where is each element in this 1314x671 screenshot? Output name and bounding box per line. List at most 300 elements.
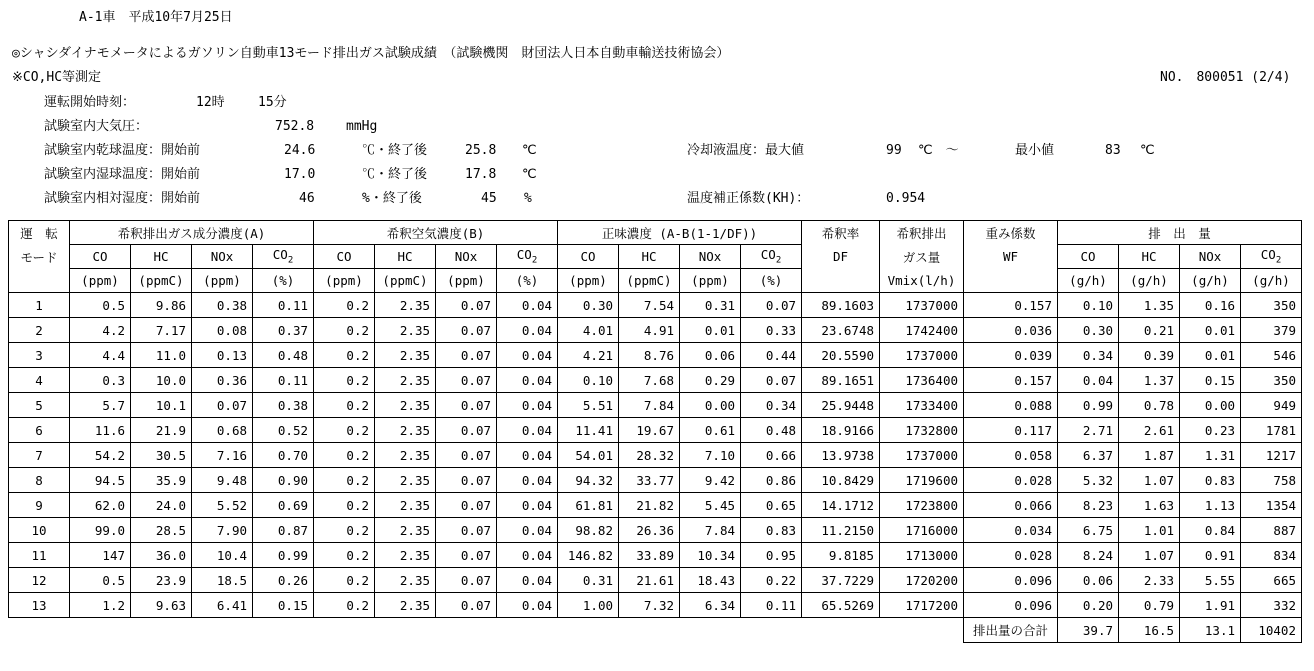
emission-table <box>8 220 1302 643</box>
table-cell: 6.75 <box>1058 518 1119 543</box>
table-cell: 7.84 <box>680 518 741 543</box>
table-row <box>9 493 1302 518</box>
table-cell: 8.23 <box>1058 493 1119 518</box>
wet-bulb-unit: ℃ <box>522 167 537 182</box>
table-cell: 7.17 <box>131 318 192 343</box>
table-cell: 0.096 <box>964 568 1058 593</box>
table-cell: 0.23 <box>1180 418 1241 443</box>
net-nox-header: NOx <box>680 245 741 269</box>
table-row <box>9 593 1302 618</box>
header-mode-3 <box>9 269 70 293</box>
table-cell: 1.63 <box>1119 493 1180 518</box>
table-cell: 6.41 <box>192 593 253 618</box>
table-cell: 0.10 <box>558 368 619 393</box>
table-cell: 0.04 <box>497 343 558 368</box>
table-cell: 13.9738 <box>802 443 880 468</box>
totals-cell: 10402 <box>1241 618 1302 643</box>
table-cell: 0.028 <box>964 543 1058 568</box>
coolant-max: 99 <box>886 143 902 158</box>
table-cell: 0.07 <box>436 518 497 543</box>
coolant-min-unit: ℃ <box>1140 143 1155 158</box>
table-cell: 0.38 <box>253 393 314 418</box>
table-cell: 35.9 <box>131 468 192 493</box>
table-cell: 0.38 <box>192 293 253 318</box>
table-cell: 9.63 <box>131 593 192 618</box>
table-cell: 0.07 <box>741 293 802 318</box>
table-cell: 2.35 <box>375 593 436 618</box>
table-cell: 5.52 <box>192 493 253 518</box>
air-unit-2: (ppm) <box>436 269 497 293</box>
table-cell: 2.35 <box>375 368 436 393</box>
table-cell: 2 <box>9 318 70 343</box>
dry-bulb-mid: ℃・終了後 <box>362 143 428 158</box>
net-unit-2: (ppm) <box>680 269 741 293</box>
table-cell: 0.20 <box>1058 593 1119 618</box>
emis-co-header: CO <box>1058 245 1119 269</box>
humidity-mid: %・終了後 <box>362 191 422 206</box>
table-cell: 0.034 <box>964 518 1058 543</box>
table-cell: 1354 <box>1241 493 1302 518</box>
table-cell: 0.10 <box>1058 293 1119 318</box>
co2-text: CO <box>1260 247 1276 263</box>
table-cell: 0.01 <box>680 318 741 343</box>
table-cell: 1.91 <box>1180 593 1241 618</box>
table-cell: 0.79 <box>1119 593 1180 618</box>
humidity-label: 試験室内相対湿度：開始前 <box>44 191 201 206</box>
humidity-before: 46 <box>299 191 315 206</box>
diluted-unit-1: (ppmC) <box>131 269 192 293</box>
table-cell: 0.00 <box>1180 393 1241 418</box>
table-cell: 18.9166 <box>802 418 880 443</box>
car-date: A-1車 平成10年7月25日 <box>79 10 233 25</box>
table-cell: 7.68 <box>619 368 680 393</box>
table-cell: 23.6748 <box>802 318 880 343</box>
table-cell: 18.43 <box>680 568 741 593</box>
table-cell: 4.91 <box>619 318 680 343</box>
table-cell: 11.0 <box>131 343 192 368</box>
table-cell: 1732800 <box>880 418 964 443</box>
coolant-min-label: 最小値 <box>1015 143 1055 158</box>
emis-nox-header: NOx <box>1180 245 1241 269</box>
table-cell: 0.16 <box>1180 293 1241 318</box>
table-cell: 0.07 <box>741 368 802 393</box>
header-diluted: 希釈排出ガス成分濃度(A) <box>70 221 314 245</box>
pressure-label: 試験室内大気圧： <box>44 119 149 134</box>
table-cell: 0.07 <box>436 493 497 518</box>
humidity-unit: % <box>524 191 532 206</box>
table-cell: 0.04 <box>497 393 558 418</box>
table-cell: 0.83 <box>741 518 802 543</box>
table-cell: 0.11 <box>253 293 314 318</box>
table-cell: 0.07 <box>436 293 497 318</box>
air-unit-3: (%) <box>497 269 558 293</box>
table-cell: 25.9448 <box>802 393 880 418</box>
coolant-min: 83 <box>1105 143 1121 158</box>
table-cell: 20.5590 <box>802 343 880 368</box>
wet-bulb-label: 試験室内湿球温度：開始前 <box>44 167 201 182</box>
table-cell: 0.028 <box>964 468 1058 493</box>
table-cell: 665 <box>1241 568 1302 593</box>
table-cell: 0.2 <box>314 568 375 593</box>
table-cell: 0.096 <box>964 593 1058 618</box>
table-cell: 0.15 <box>1180 368 1241 393</box>
emis-unit-0: (g/h) <box>1058 269 1119 293</box>
diluted-hc-header: HC <box>131 245 192 269</box>
table-cell: 0.04 <box>497 418 558 443</box>
table-cell: 0.2 <box>314 418 375 443</box>
table-cell: 9.86 <box>131 293 192 318</box>
table-cell: 0.34 <box>1058 343 1119 368</box>
header-net: 正味濃度 (A-B(1-1/DF)) <box>558 221 802 245</box>
table-cell: 2.35 <box>375 568 436 593</box>
table-cell: 1723800 <box>880 493 964 518</box>
table-cell: 2.35 <box>375 343 436 368</box>
totals-cell: 39.7 <box>1058 618 1119 643</box>
table-cell: 89.1651 <box>802 368 880 393</box>
table-cell: 0.04 <box>497 543 558 568</box>
table-cell: 54.2 <box>70 443 131 468</box>
table-cell: 0.07 <box>436 443 497 468</box>
table-cell: 0.06 <box>1058 568 1119 593</box>
totals-label: 排出量の合計 <box>964 618 1058 643</box>
table-cell: 1737000 <box>880 293 964 318</box>
table-cell: 0.117 <box>964 418 1058 443</box>
table-cell: 0.44 <box>741 343 802 368</box>
table-cell: 9.8185 <box>802 543 880 568</box>
table-cell: 0.157 <box>964 368 1058 393</box>
table-cell: 65.5269 <box>802 593 880 618</box>
table-cell: 0.2 <box>314 443 375 468</box>
table-cell: 0.04 <box>497 493 558 518</box>
table-row <box>9 443 1302 468</box>
table-cell: 8.24 <box>1058 543 1119 568</box>
table-cell: 0.37 <box>253 318 314 343</box>
table-cell: 0.04 <box>1058 368 1119 393</box>
co2-subscript: 2 <box>287 255 294 266</box>
table-cell: 1737000 <box>880 443 964 468</box>
table-cell: 5.45 <box>680 493 741 518</box>
table-cell: 1742400 <box>880 318 964 343</box>
table-row <box>9 518 1302 543</box>
measurement-note: ※CO,HC等測定 <box>12 70 102 85</box>
table-cell: 0.04 <box>497 318 558 343</box>
table-cell: 6.34 <box>680 593 741 618</box>
table-cell: 8.76 <box>619 343 680 368</box>
table-cell: 98.82 <box>558 518 619 543</box>
table-cell: 89.1603 <box>802 293 880 318</box>
table-cell: 0.04 <box>497 293 558 318</box>
table-cell: 11.6 <box>70 418 131 443</box>
totals-cell: 16.5 <box>1119 618 1180 643</box>
net-unit-1: (ppmC) <box>619 269 680 293</box>
table-cell: 1.31 <box>1180 443 1241 468</box>
air-unit-1: (ppmC) <box>375 269 436 293</box>
table-cell: 1781 <box>1241 418 1302 443</box>
table-row <box>9 568 1302 593</box>
table-cell: 2.35 <box>375 293 436 318</box>
table-cell: 2.35 <box>375 443 436 468</box>
table-cell: 0.07 <box>436 468 497 493</box>
table-cell: 0.34 <box>741 393 802 418</box>
table-cell: 0.07 <box>436 593 497 618</box>
table-cell: 13 <box>9 593 70 618</box>
net-unit-3: (%) <box>741 269 802 293</box>
table-cell: 0.78 <box>1119 393 1180 418</box>
table-cell: 1.2 <box>70 593 131 618</box>
table-cell: 0.61 <box>680 418 741 443</box>
table-cell: 23.9 <box>131 568 192 593</box>
table-cell: 1.01 <box>1119 518 1180 543</box>
table-cell: 0.29 <box>680 368 741 393</box>
co2-subscript: 2 <box>775 255 782 266</box>
table-cell: 0.15 <box>253 593 314 618</box>
table-cell: 0.11 <box>741 593 802 618</box>
table-cell: 332 <box>1241 593 1302 618</box>
table-cell: 1 <box>9 293 70 318</box>
table-cell: 14.1712 <box>802 493 880 518</box>
table-cell: 0.04 <box>497 443 558 468</box>
table-cell: 0.2 <box>314 493 375 518</box>
table-cell: 2.35 <box>375 393 436 418</box>
table-cell: 1.87 <box>1119 443 1180 468</box>
table-cell: 3 <box>9 343 70 368</box>
table-cell: 0.84 <box>1180 518 1241 543</box>
table-cell: 146.82 <box>558 543 619 568</box>
diluted-unit-3: (%) <box>253 269 314 293</box>
table-cell: 0.91 <box>1180 543 1241 568</box>
table-cell: 94.5 <box>70 468 131 493</box>
table-cell: 10.4 <box>192 543 253 568</box>
table-cell: 0.07 <box>436 393 497 418</box>
table-cell: 4.2 <box>70 318 131 343</box>
air-unit-0: (ppm) <box>314 269 375 293</box>
table-cell: 0.088 <box>964 393 1058 418</box>
table-cell: 11 <box>9 543 70 568</box>
table-cell: 7.16 <box>192 443 253 468</box>
table-cell: 5.51 <box>558 393 619 418</box>
table-cell: 0.30 <box>558 293 619 318</box>
dry-bulb-before: 24.6 <box>284 143 316 158</box>
table-cell: 0.5 <box>70 568 131 593</box>
table-cell: 33.77 <box>619 468 680 493</box>
table-cell: 0.2 <box>314 393 375 418</box>
table-cell: 0.058 <box>964 443 1058 468</box>
table-cell: 21.82 <box>619 493 680 518</box>
table-cell: 4.21 <box>558 343 619 368</box>
table-cell: 10.8429 <box>802 468 880 493</box>
table-cell: 0.13 <box>192 343 253 368</box>
table-cell: 0.3 <box>70 368 131 393</box>
table-cell: 0.04 <box>497 368 558 393</box>
table-cell: 2.35 <box>375 468 436 493</box>
table-cell: 7.90 <box>192 518 253 543</box>
table-cell: 28.5 <box>131 518 192 543</box>
table-cell: 0.07 <box>436 343 497 368</box>
table-cell: 0.11 <box>253 368 314 393</box>
table-row <box>9 318 1302 343</box>
table-cell: 546 <box>1241 343 1302 368</box>
table-cell: 10.0 <box>131 368 192 393</box>
table-cell: 37.7229 <box>802 568 880 593</box>
header-wf-1: 重み係数 <box>964 221 1058 245</box>
table-cell: 1.00 <box>558 593 619 618</box>
table-row <box>9 468 1302 493</box>
table-cell: 2.35 <box>375 518 436 543</box>
totals-row <box>9 618 1302 643</box>
table-cell: 18.5 <box>192 568 253 593</box>
table-cell: 0.036 <box>964 318 1058 343</box>
table-cell: 0.157 <box>964 293 1058 318</box>
table-cell: 0.31 <box>680 293 741 318</box>
table-cell: 1.07 <box>1119 468 1180 493</box>
table-cell: 0.86 <box>741 468 802 493</box>
table-cell: 5.55 <box>1180 568 1241 593</box>
table-cell: 758 <box>1241 468 1302 493</box>
start-label: 運転開始時刻： <box>44 95 136 110</box>
table-cell: 1717200 <box>880 593 964 618</box>
table-cell: 99.0 <box>70 518 131 543</box>
table-cell: 0.36 <box>192 368 253 393</box>
table-cell: 0.2 <box>314 543 375 568</box>
table-cell: 7.84 <box>619 393 680 418</box>
air-hc-header: HC <box>375 245 436 269</box>
emis-unit-2: (g/h) <box>1180 269 1241 293</box>
table-cell: 0.95 <box>741 543 802 568</box>
table-cell: 1.13 <box>1180 493 1241 518</box>
co2-subscript: 2 <box>531 255 538 266</box>
table-cell: 0.04 <box>497 568 558 593</box>
table-cell: 1719600 <box>880 468 964 493</box>
header-wf-3 <box>964 269 1058 293</box>
header-wf-2: WF <box>964 245 1058 269</box>
table-row <box>9 543 1302 568</box>
diluted-nox-header: NOx <box>192 245 253 269</box>
net-co-header: CO <box>558 245 619 269</box>
table-cell: 28.32 <box>619 443 680 468</box>
totals-blank <box>9 618 964 643</box>
co2-subscript: 2 <box>1275 255 1282 266</box>
table-cell: 0.52 <box>253 418 314 443</box>
start-minute: 15分 <box>258 95 287 110</box>
kh-value: 0.954 <box>886 191 926 206</box>
table-cell: 0.69 <box>253 493 314 518</box>
table-cell: 1736400 <box>880 368 964 393</box>
table-cell: 0.33 <box>741 318 802 343</box>
kh-label: 温度補正係数(KH)： <box>687 191 810 206</box>
table-cell: 4 <box>9 368 70 393</box>
table-cell: 0.2 <box>314 318 375 343</box>
table-cell: 0.99 <box>1058 393 1119 418</box>
table-cell: 0.99 <box>253 543 314 568</box>
table-cell: 350 <box>1241 293 1302 318</box>
wet-bulb-before: 17.0 <box>284 167 316 182</box>
header-vmix-2: ガス量 <box>880 245 964 269</box>
table-cell: 11.41 <box>558 418 619 443</box>
table-cell: 1.35 <box>1119 293 1180 318</box>
table-cell: 62.0 <box>70 493 131 518</box>
header-mode-1: 運 転 <box>9 221 70 245</box>
wet-bulb-after: 17.8 <box>465 167 497 182</box>
table-cell: 147 <box>70 543 131 568</box>
table-cell: 0.04 <box>497 518 558 543</box>
table-cell: 1217 <box>1241 443 1302 468</box>
table-cell: 834 <box>1241 543 1302 568</box>
table-cell: 94.32 <box>558 468 619 493</box>
table-cell: 0.01 <box>1180 343 1241 368</box>
table-cell: 379 <box>1241 318 1302 343</box>
emis-hc-header: HC <box>1119 245 1180 269</box>
page-number: NO. 800051 (2/4) <box>1160 70 1291 85</box>
table-cell: 1720200 <box>880 568 964 593</box>
table-cell: 24.0 <box>131 493 192 518</box>
table-cell: 0.39 <box>1119 343 1180 368</box>
table-cell: 0.87 <box>253 518 314 543</box>
table-cell: 0.07 <box>436 368 497 393</box>
humidity-after: 45 <box>481 191 497 206</box>
diluted-unit-2: (ppm) <box>192 269 253 293</box>
table-cell: 0.66 <box>741 443 802 468</box>
emis-unit-3: (g/h) <box>1241 269 1302 293</box>
table-cell: 7 <box>9 443 70 468</box>
diluted-unit-0: (ppm) <box>70 269 131 293</box>
table-cell: 0.31 <box>558 568 619 593</box>
totals-cell: 13.1 <box>1180 618 1241 643</box>
header-mode-2: モード <box>9 245 70 269</box>
table-cell: 7.32 <box>619 593 680 618</box>
coolant-max-unit: ℃ ～ <box>918 143 959 158</box>
air-co2-header <box>497 245 558 269</box>
pressure-unit: mmHg <box>346 119 378 134</box>
table-cell: 9 <box>9 493 70 518</box>
table-cell: 6.37 <box>1058 443 1119 468</box>
table-cell: 0.07 <box>192 393 253 418</box>
table-cell: 19.67 <box>619 418 680 443</box>
table-cell: 0.2 <box>314 368 375 393</box>
table-cell: 10.34 <box>680 543 741 568</box>
table-cell: 8 <box>9 468 70 493</box>
air-co-header: CO <box>314 245 375 269</box>
table-row <box>9 393 1302 418</box>
air-nox-header: NOx <box>436 245 497 269</box>
table-cell: 0.2 <box>314 518 375 543</box>
dry-bulb-after: 25.8 <box>465 143 497 158</box>
table-cell: 0.04 <box>497 468 558 493</box>
table-cell: 0.48 <box>741 418 802 443</box>
co2-text: CO <box>760 247 776 263</box>
table-cell: 949 <box>1241 393 1302 418</box>
net-co2-header <box>741 245 802 269</box>
table-cell: 0.90 <box>253 468 314 493</box>
header-vmix-1: 希釈排出 <box>880 221 964 245</box>
table-cell: 0.07 <box>436 568 497 593</box>
table-cell: 1713000 <box>880 543 964 568</box>
table-cell: 33.89 <box>619 543 680 568</box>
page-title: ◎シャシダイナモメータによるガソリン自動車13モード排出ガス試験成績 （試験機関 財団法人日本自動車輸送技術協会） <box>12 46 730 61</box>
table-cell: 0.2 <box>314 593 375 618</box>
table-cell: 0.26 <box>253 568 314 593</box>
table-cell: 54.01 <box>558 443 619 468</box>
table-cell: 7.10 <box>680 443 741 468</box>
table-cell: 5.7 <box>70 393 131 418</box>
table-cell: 887 <box>1241 518 1302 543</box>
table-cell: 11.2150 <box>802 518 880 543</box>
table-cell: 0.21 <box>1119 318 1180 343</box>
table-cell: 10.1 <box>131 393 192 418</box>
wet-bulb-mid: ℃・終了後 <box>362 167 428 182</box>
net-unit-0: (ppm) <box>558 269 619 293</box>
table-cell: 0.22 <box>741 568 802 593</box>
emis-co2-header <box>1241 245 1302 269</box>
